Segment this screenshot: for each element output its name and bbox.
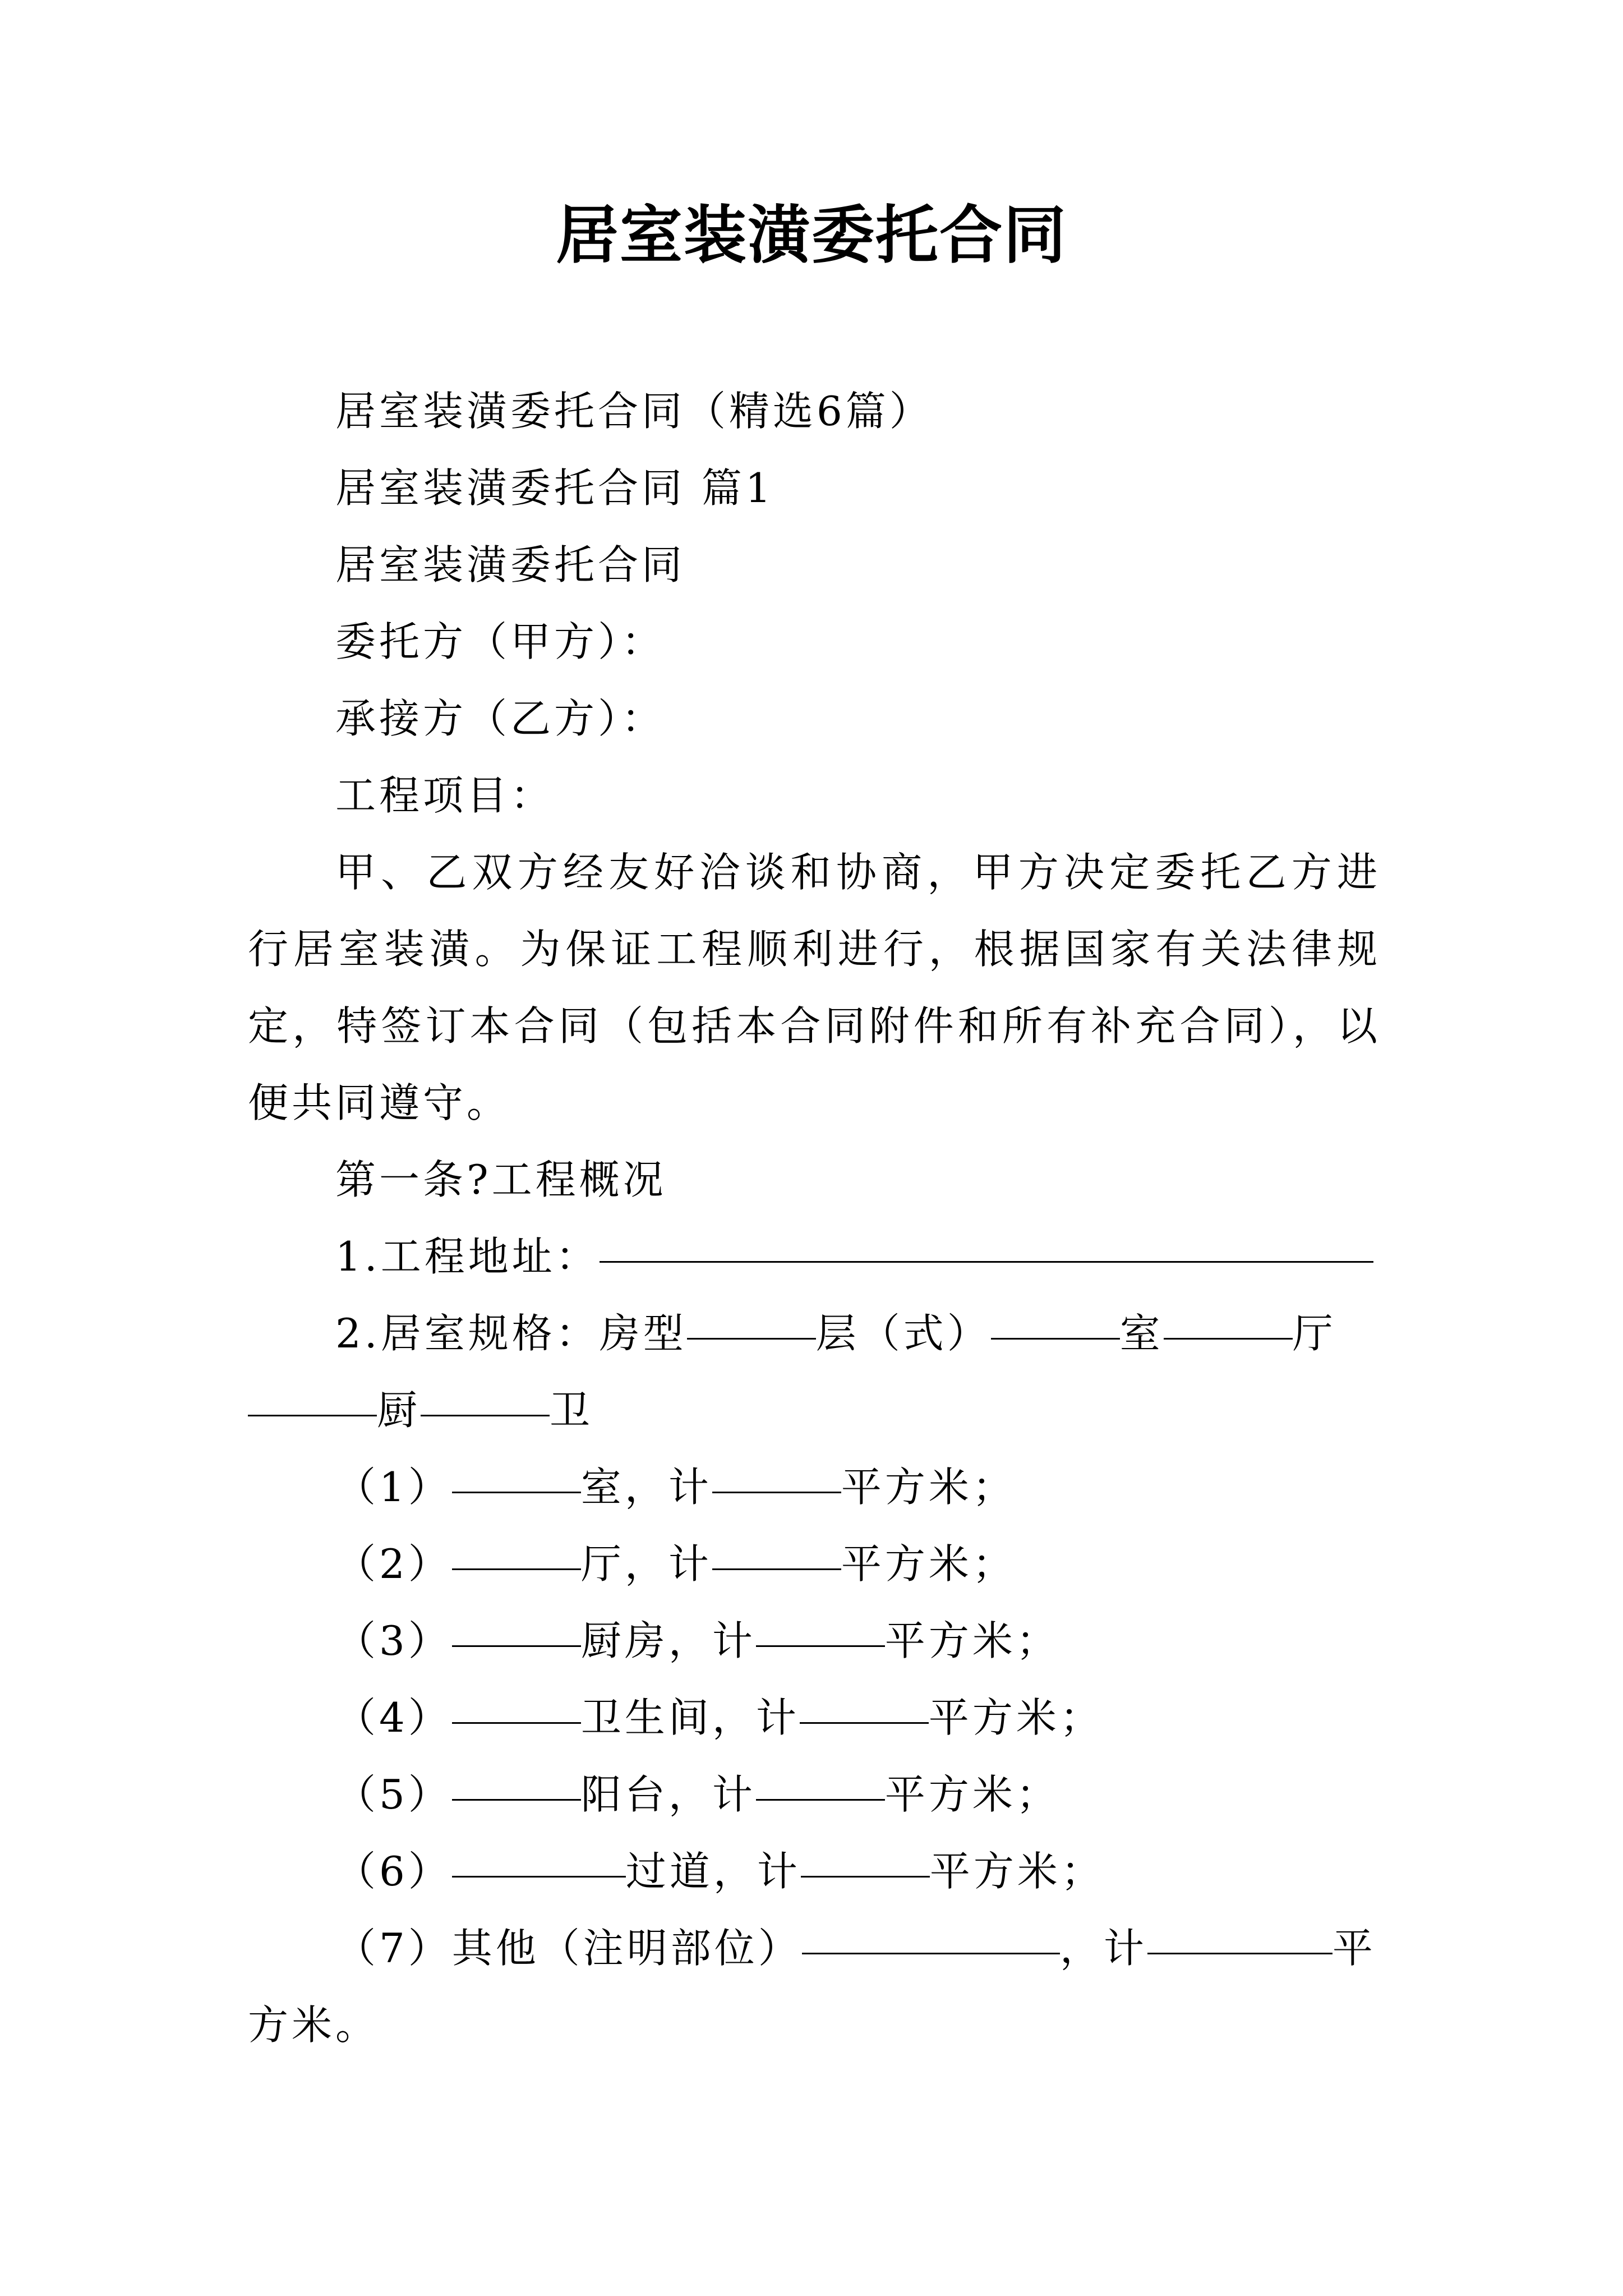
area-item-4 xyxy=(248,1680,1381,1756)
blank xyxy=(756,1798,885,1801)
area-item-1 xyxy=(248,1449,1381,1526)
blank xyxy=(712,1491,841,1493)
party-a-label: 委托方（甲方）： xyxy=(335,618,666,665)
item-7-label: （7）其他（注明部位） xyxy=(335,1925,802,1972)
blank xyxy=(687,1337,816,1340)
spec-line-1 xyxy=(248,1295,1381,1372)
item-unit: 平方米； xyxy=(884,1617,1060,1664)
project-label: 工程项目： xyxy=(335,772,555,819)
blank xyxy=(802,1952,1060,1954)
section-heading: 居室装潢委托合同 篇1 xyxy=(335,464,774,512)
blank xyxy=(756,1645,885,1647)
item-room: 阳台，计 xyxy=(580,1771,756,1818)
address-label: 1.工程地址： xyxy=(335,1233,600,1280)
item-unit: 平方米； xyxy=(884,1771,1060,1818)
subtitle-line: 居室装潢委托合同（精选6篇） xyxy=(335,388,933,435)
item-number: （3） xyxy=(335,1617,452,1664)
item-room: 厨房，计 xyxy=(580,1617,756,1664)
spec-kitchen: 厨 xyxy=(377,1387,421,1434)
blank xyxy=(452,1645,581,1647)
item-7-count: ，计 xyxy=(1059,1925,1147,1972)
document-title: 居室装潢委托合同 xyxy=(556,199,1067,272)
blank xyxy=(712,1568,841,1570)
item-room: 过道，计 xyxy=(625,1848,801,1895)
item-room: 卫生间，计 xyxy=(580,1694,800,1741)
address-line xyxy=(248,1218,1381,1295)
party-b-label: 承接方（乙方）： xyxy=(335,695,666,742)
item-7-unit-start: 平 xyxy=(1332,1925,1376,1972)
intro-paragraph: 甲、乙双方经友好洽谈和协商，甲方决定委托乙方进行居室装潢。为保证工程顺利进行，根据国家有关法律规定，特签订本合同（包括本合同附件和所有补充合同），以便共同遵守。 xyxy=(248,849,1381,1126)
blank xyxy=(248,1414,377,1416)
blank xyxy=(452,1875,626,1878)
blank xyxy=(452,1798,581,1801)
item-number: （1） xyxy=(335,1464,452,1511)
spec-line-2 xyxy=(248,1372,1381,1449)
item-number: （6） xyxy=(335,1848,452,1895)
item-number: （2） xyxy=(335,1540,452,1588)
area-item-7-cont: 方米。 xyxy=(248,2001,380,2049)
item-room: 室，计 xyxy=(580,1464,712,1511)
blank xyxy=(991,1337,1120,1340)
blank xyxy=(1147,1952,1332,1954)
blank xyxy=(421,1414,550,1416)
item-number: （4） xyxy=(335,1694,452,1741)
item-unit: 平方米； xyxy=(928,1694,1104,1741)
blank xyxy=(452,1568,581,1570)
spec-label: 2.居室规格：房型 xyxy=(335,1310,687,1357)
area-item-7 xyxy=(248,1910,1381,1987)
blank xyxy=(452,1722,581,1724)
article-1-heading: 第一条?工程概况 xyxy=(335,1156,667,1203)
area-item-5 xyxy=(248,1756,1381,1833)
blank xyxy=(1164,1337,1293,1340)
blank xyxy=(800,1722,929,1724)
item-unit: 平方米； xyxy=(929,1848,1105,1895)
item-unit: 平方米； xyxy=(841,1464,1016,1511)
item-number: （5） xyxy=(335,1771,452,1818)
item-room: 厅，计 xyxy=(580,1540,712,1588)
blank xyxy=(801,1875,930,1878)
item-unit: 平方米； xyxy=(841,1540,1016,1588)
blank xyxy=(452,1491,581,1493)
document-body xyxy=(248,373,1381,2064)
area-item-6 xyxy=(248,1833,1381,1910)
area-item-3 xyxy=(248,1603,1381,1680)
spec-room: 室 xyxy=(1119,1310,1164,1357)
contract-name: 居室装潢委托合同 xyxy=(335,541,686,588)
spec-floor: 层（式） xyxy=(815,1310,991,1357)
area-item-2 xyxy=(248,1526,1381,1603)
address-blank xyxy=(600,1260,1373,1263)
spec-bath: 卫 xyxy=(550,1387,594,1434)
spec-hall: 厅 xyxy=(1292,1310,1336,1357)
